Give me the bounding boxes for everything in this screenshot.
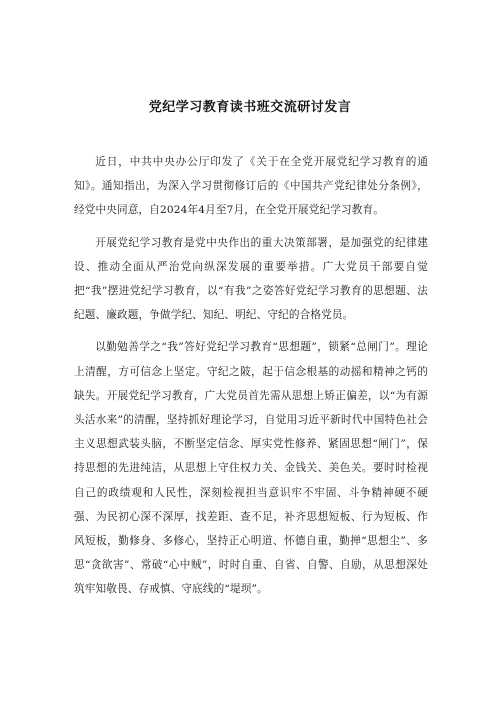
paragraph-3: 以勤勉善学之“我”答好党纪学习教育“思想题”，锁紧“总闸门”。理论上清醒，方可信念上坚定。守纪之陂，起于信念根基的动摇和精神之钙的缺失。开展党纪学习教育，广大党员首先需从思想上矫正偏差，以“为有源头活水来”的清醒，坚持抓好理论学习，自觉用习近平新时代中国特色社会主义思想武装头脑，不断坚定信念、厚实党性修养、紧固思想“闸门”，保持思想的先进纯洁，从思想上守住权力关、金钱关、美色关。要时时检视自己的政绩观和人民性，深刻检视担当意识牢不牢固、斗争精神硬不硬强、为民初心深不深厚，找差距、查不足，补齐思想短板、行为短板、作风短板，勤修身、多修心，坚持正心明道、怀德自重，勤掸“思想尘”、多思“贪欲害”、常破“心中贼”，时时自重、自省、自警、自励，从思想深处筑牢知敬畏、存戒慎、守底线的“堤坝”。: [74, 341, 428, 596]
paragraph-2: 开展党纪学习教育是党中央作出的重大决策部署，是加强党的纪律建设、推动全面从严治党向纵深发展的重要举措。广大党员干部要自觉把“我”摆进党纪学习教育，以“有我”之姿答好党纪学习教育的思想题、法纪题、廉政题，争做学纪、知纪、明纪、守纪的合格党员。: [74, 236, 428, 322]
document-title: 党纪学习教育读书班交流研讨发言: [148, 100, 352, 115]
document-body: [74, 150, 428, 610]
paragraph-1: 近日，中共中央办公厅印发了《关于在全党开展党纪学习教育的通知》。通知指出，为深入学习贯彻修订后的《中国共产党纪律处分条例》，经党中央同意，自2024年4月至7月，在全党开展党纪学习教育。: [74, 156, 428, 217]
